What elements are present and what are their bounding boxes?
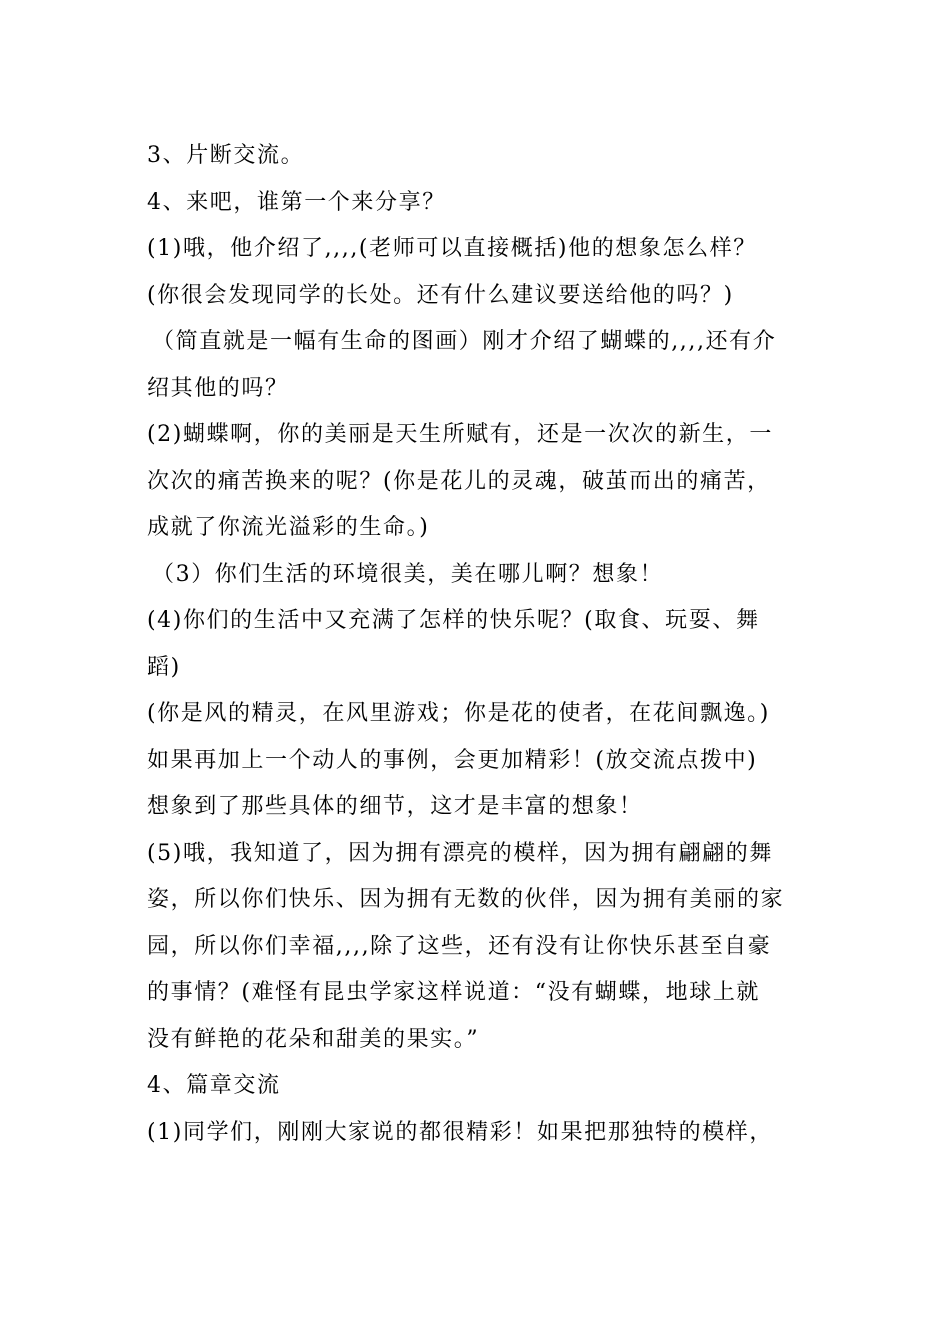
paragraph-line: (5)哦，我知道了，因为拥有漂亮的模样，因为拥有翩翩的舞 xyxy=(147,840,773,866)
paragraph-line: (4)你们的生活中又充满了怎样的快乐呢？(取食、玩耍、舞 xyxy=(147,608,760,633)
section-heading-fragment-exchange: 3、片断交流。 xyxy=(147,143,305,168)
paragraph-line: 园，所以你们幸福,,,,除了这些，还有没有让你快乐甚至自豪 xyxy=(147,933,772,959)
paragraph-line: 如果再加上一个动人的事例，会更加精彩！(放交流点拨中) xyxy=(147,747,758,773)
paragraph-line: 次次的痛苦换来的呢？(你是花儿的灵魂，破茧而出的痛苦， xyxy=(147,468,771,494)
paragraph-line: 蹈) xyxy=(147,654,181,680)
paragraph-line: 成就了你流光溢彩的生命。) xyxy=(147,515,430,540)
paragraph-line: 想象到了那些具体的细节，这才是丰富的想象！ xyxy=(147,794,643,819)
paragraph-line: 绍其他的吗？ xyxy=(147,375,289,401)
paragraph-line: 的事情？(难怪有昆虫学家这样说道：“没有蝴蝶，地球上就 xyxy=(147,980,761,1005)
paragraph-line: (你是风的精灵，在风里游戏；你是花的使者，在花间飘逸。) xyxy=(147,701,770,726)
paragraph-line: （3）你们生活的环境很美，美在哪儿啊？想象！ xyxy=(152,561,664,587)
section-heading-chapter-exchange: 4、篇章交流 xyxy=(147,1073,281,1098)
paragraph-line: (1)同学们，刚刚大家说的都很精彩！如果把那独特的模样， xyxy=(147,1119,773,1145)
paragraph-line: (1)哦，他介绍了,,,,(老师可以直接概括)他的想象怎么样？ xyxy=(147,236,757,261)
paragraph-line: 姿，所以你们快乐、因为拥有无数的伙伴，因为拥有美丽的家 xyxy=(147,887,785,912)
paragraph-line: (你很会发现同学的长处。还有什么建议要送给他的吗？) xyxy=(147,282,734,308)
paragraph-line: （简直就是一幅有生命的图画）刚才介绍了蝴蝶的,,,,还有介 xyxy=(152,329,777,354)
document-body xyxy=(147,133,812,1156)
paragraph-line: 没有鲜艳的花朵和甜美的果实。” xyxy=(147,1026,480,1052)
paragraph-line: (2)蝴蝶啊，你的美丽是天生所赋有，还是一次次的新生，一 xyxy=(147,422,773,447)
paragraph-line: 4、来吧，谁第一个来分享？ xyxy=(147,189,446,215)
